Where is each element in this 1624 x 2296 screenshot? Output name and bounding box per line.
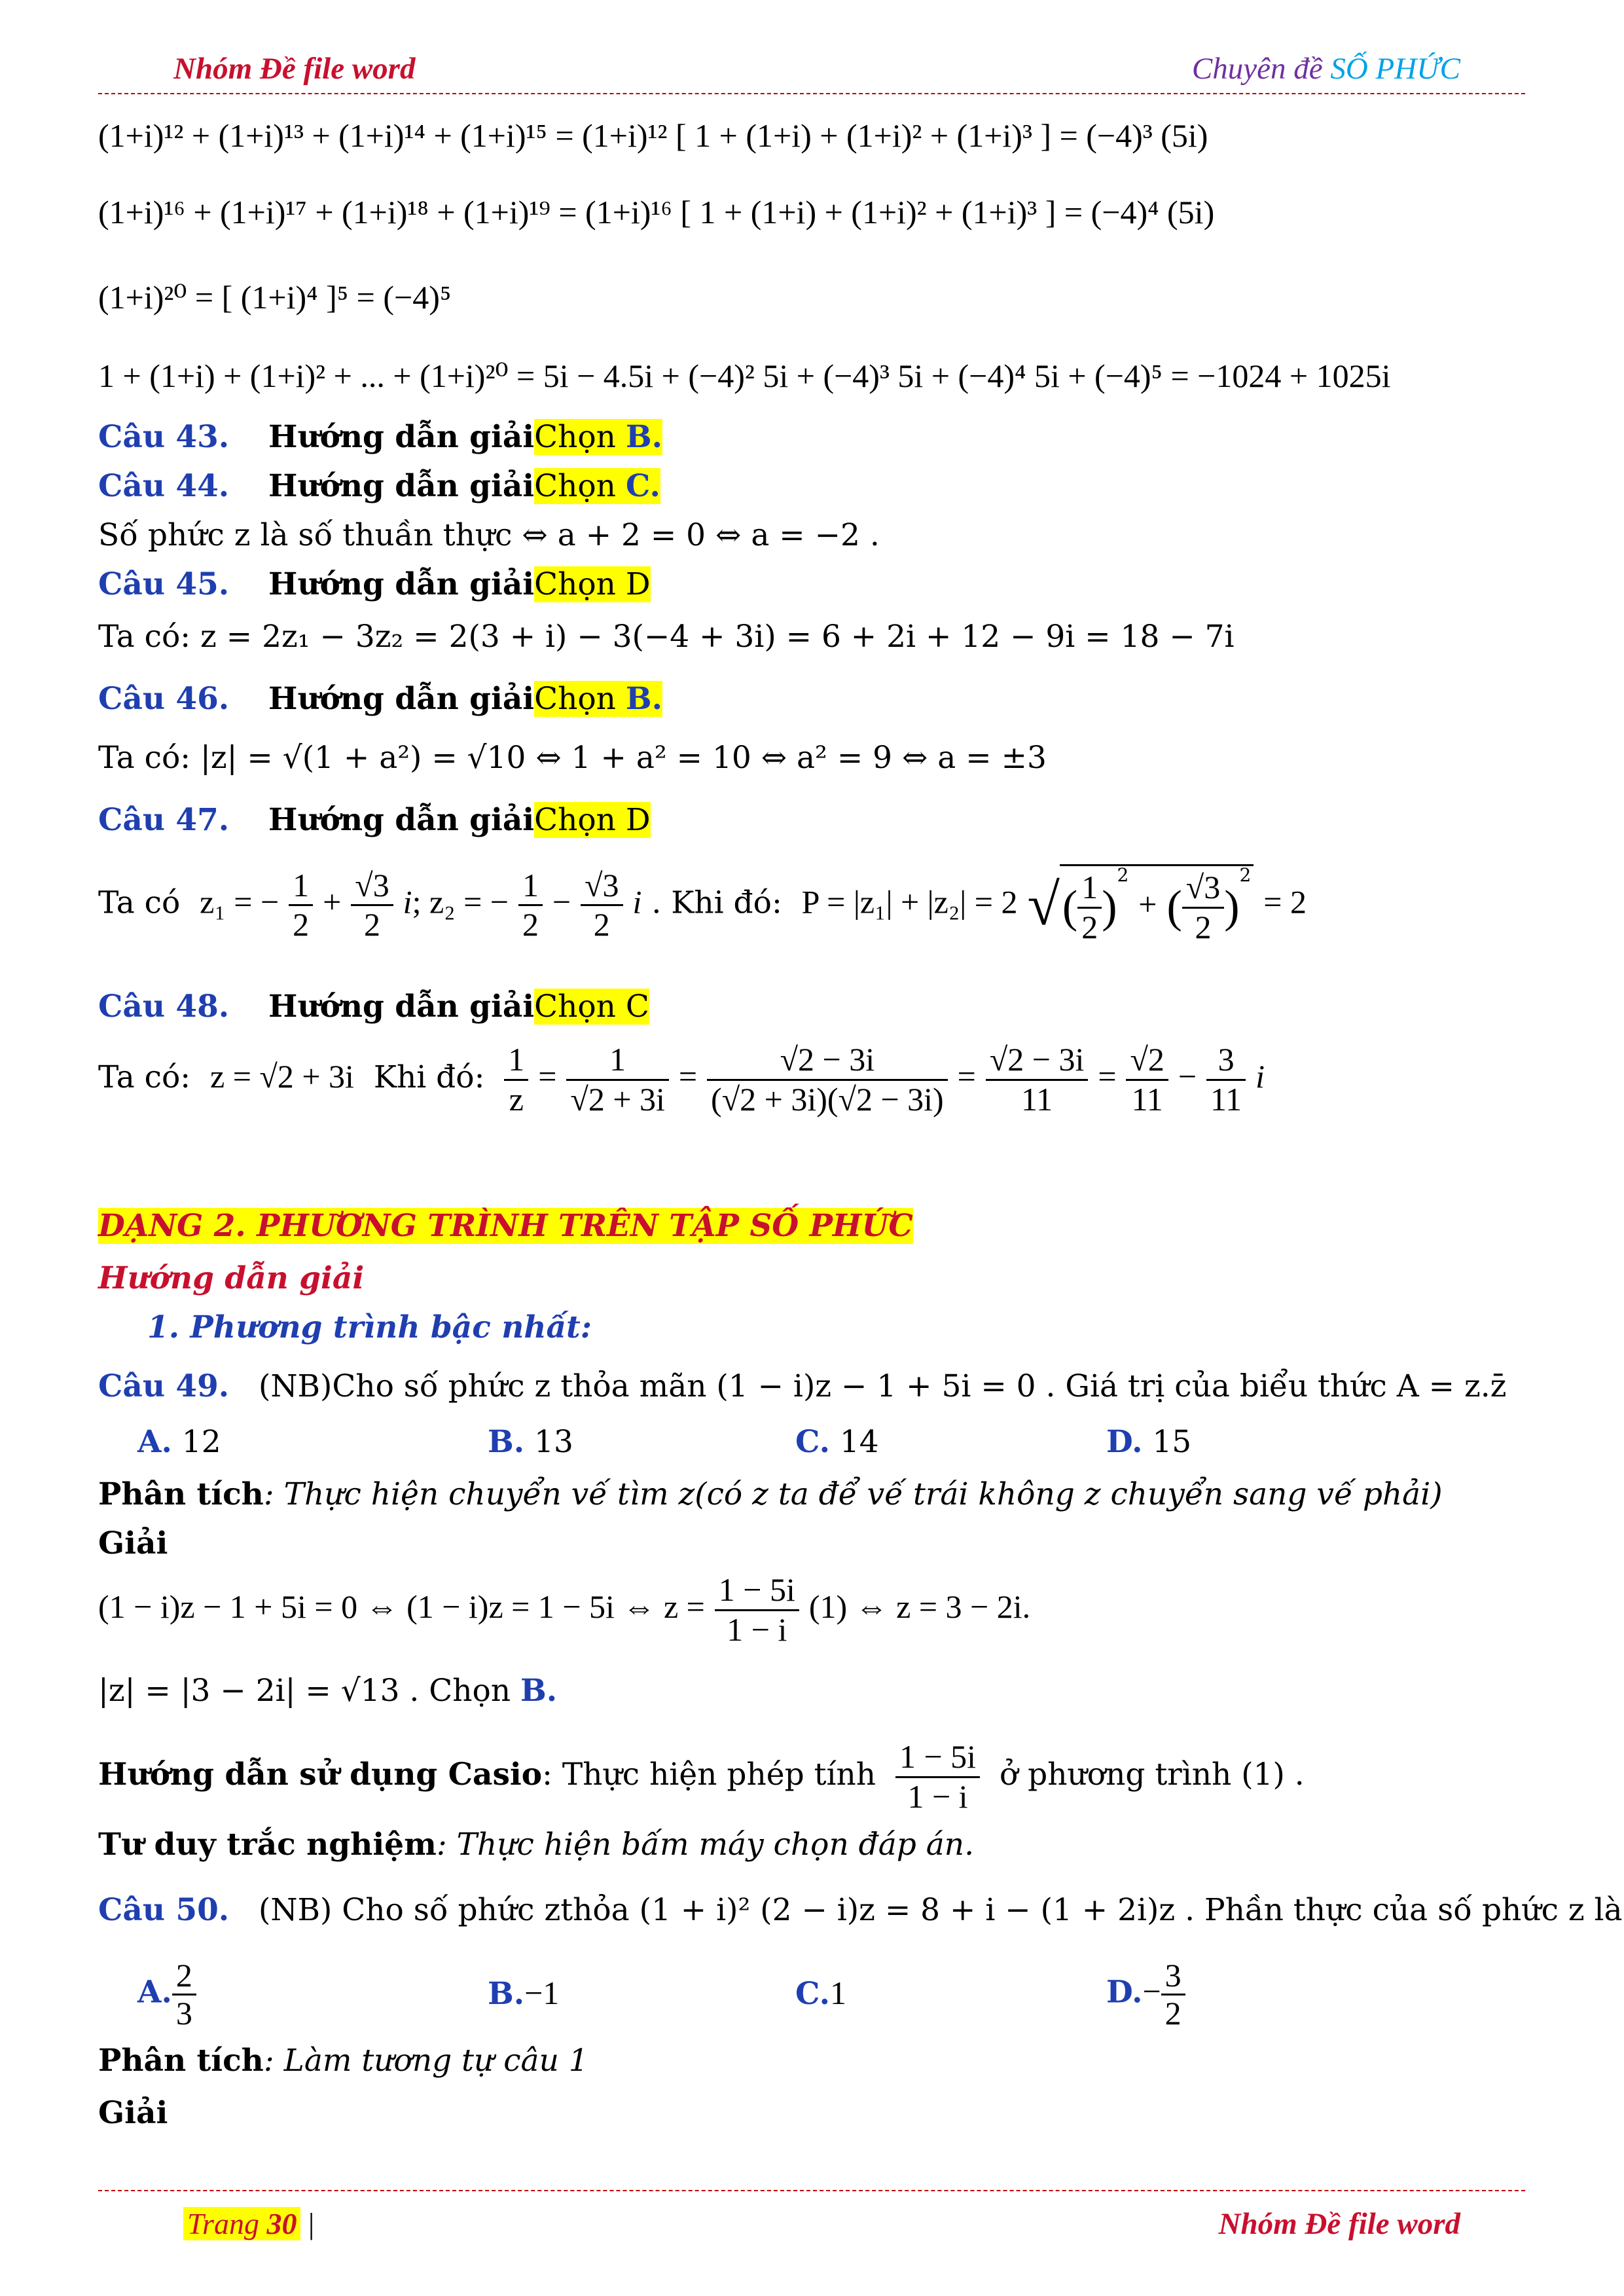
question-43 <box>98 419 662 455</box>
answer-c: C.1 <box>795 1975 846 2012</box>
question-45-label: Câu 45. <box>98 566 230 602</box>
fraction: $\frac{√2 - 3i}{(√2 + 3i)(√2 - 3i)}$ <box>707 1041 948 1118</box>
answer-c: C. 14 <box>795 1424 879 1460</box>
question-43-label: Câu 43. <box>98 419 230 455</box>
fraction: $\frac{3}{2}$ <box>1161 1958 1185 2032</box>
question-45 <box>98 566 651 602</box>
question-44-label: Câu 44. <box>98 468 230 504</box>
header-group-name: Nhóm Đề file word <box>173 52 416 86</box>
fraction: $\frac{√2 - 3i}{11}$ <box>986 1041 1089 1118</box>
question-46-choice: Chọn B. <box>534 681 662 717</box>
question-47 <box>98 802 651 838</box>
answer-b: B. 13 <box>488 1424 573 1460</box>
question-50 <box>98 1892 1623 1928</box>
answer-b: B.−1 <box>488 1975 560 2012</box>
answer-a: A. $\frac{2}{3}$ <box>137 1958 196 2032</box>
question-45-solution: Ta có: z = 2z₁ − 3z₂ = 2(3 + i) − 3(−4 + 3i) = 6 + 2i + 12 − 9i = 18 − 7i <box>98 619 1235 655</box>
equation-line-2: (1+i)¹⁶ + (1+i)¹⁷ + (1+i)¹⁸ + (1+i)¹⁹ = (1+i)¹⁶ [ 1 + (1+i) + (1+i)² + (1+i)³ ] = (−4)⁴ (5i) <box>98 194 1215 230</box>
question-50-analysis: Phân tích: Làm tương tự câu 1 <box>98 2043 588 2079</box>
fraction: $\frac{√2}{11}$ <box>1126 1041 1168 1118</box>
question-48-guide: Hướng dẫn giải <box>268 989 535 1025</box>
question-43-choice: Chọn B. <box>534 419 662 455</box>
question-47-label: Câu 47. <box>98 802 230 838</box>
header-rule <box>98 93 1525 94</box>
equation-line-4: 1 + (1+i) + (1+i)² + ... + (1+i)²⁰ = 5i − 4.5i + (−4)² 5i + (−4)³ 5i + (−4)⁴ 5i + (−4)⁵ = −1024 + 1025i <box>98 357 1391 394</box>
question-46-label: Câu 46. <box>98 681 230 717</box>
question-49 <box>98 1368 1506 1404</box>
question-45-choice: Chọn D <box>534 566 651 602</box>
question-49-solve-label: Giải <box>98 1525 168 1561</box>
question-48-label: Câu 48. <box>98 989 230 1025</box>
footer-group-name: Nhóm Đề file word <box>1218 2207 1460 2241</box>
question-47-guide: Hướng dẫn giải <box>268 802 535 838</box>
question-49-stem: (NB)Cho số phức z thỏa mãn (1 − i)z − 1 + 5i = 0 . Giá trị của biểu thức A = z.z̄ <box>259 1368 1507 1404</box>
header-topic-name: SỐ PHỨC <box>1330 52 1460 86</box>
fraction: $\frac{√3}{2}$ <box>581 867 623 944</box>
question-46-solution: Ta có: |z| = √(1 + a²) = √10 ⇔ 1 + a² = 10 ⇔ a² = 9 ⇔ a = ±3 <box>98 740 1047 776</box>
question-49-casio: Hướng dẫn sử dụng Casio: Thực hiện phép tính $\frac{1 - 5i}{1 - i}$ ở phương trình (1) . <box>98 1738 1305 1815</box>
question-44-solution: Số phức z là số thuần thực ⇔ a + 2 = 0 ⇔ a = −2 . <box>98 517 880 553</box>
question-50-label: Câu 50. <box>98 1892 230 1928</box>
question-47-solution: Ta có z₁ = − $\frac{1}{2}$ + $\frac{√3}{2}$ i; z₂ = − $\frac{1}{2}$ − $\frac{√3}{2}$ i . Khi đó: P = |z₁| + |z₂| = 2 √( $\frac{1}{2}$ )$^2$ + ( $\frac{√3}{2}$ )$^2$ = 2 <box>98 864 1307 945</box>
header-topic <box>1192 51 1460 86</box>
answer-d: D.− $\frac{3}{2}$ <box>1106 1958 1185 2032</box>
question-49-step-2: |z| = |3 − 2i| = √13 . Chọn B. <box>98 1673 558 1709</box>
section-guide: Hướng dẫn giải <box>98 1260 365 1296</box>
fraction: $\frac{1}{z}$ <box>504 1041 528 1118</box>
question-48 <box>98 989 649 1025</box>
question-50-stem: (NB) Cho số phức zthỏa (1 + i)² (2 − i)z = 8 + i − (1 + 2i)z . Phần thực của số phức z là <box>259 1892 1623 1928</box>
question-49-analysis: Phân tích: Thực hiện chuyển vế tìm z(có z ta để vế trái không z chuyển sang vế phải) <box>98 1476 1443 1512</box>
fraction: $\frac{1}{2}$ <box>289 867 313 944</box>
page-number: 30 <box>266 2207 297 2240</box>
fraction: $\frac{√3}{2}$ <box>351 867 393 944</box>
answer-d: D. 15 <box>1106 1424 1192 1460</box>
equation-line-1: (1+i)¹² + (1+i)¹³ + (1+i)¹⁴ + (1+i)¹⁵ = (1+i)¹² [ 1 + (1+i) + (1+i)² + (1+i)³ ] = (−4)³ (5i) <box>98 117 1208 154</box>
question-49-thinking: Tư duy trắc nghiệm: Thực hiện bấm máy chọn đáp án. <box>98 1827 975 1863</box>
subsection-title: 1. Phương trình bậc nhất: <box>147 1309 592 1345</box>
equation-line-3: (1+i)²⁰ = [ (1+i)⁴ ]⁵ = (−4)⁵ <box>98 279 452 316</box>
question-44-choice: Chọn C. <box>534 468 660 504</box>
question-45-guide: Hướng dẫn giải <box>268 566 535 602</box>
fraction: $\frac{1}{√2 + 3i}$ <box>566 1041 669 1118</box>
question-48-solution: Ta có: z = √2 + 3i Khi đó: $\frac{1}{z}$ = $\frac{1}{√2 + 3i}$ = $\frac{√2 - 3i}{(√2 + 3i)(√2 - 3i)}$ = $\frac{√2 - 3i}{11}$ = $\frac{√2}{11}$ − $\frac{3}{11}$ i <box>98 1041 1265 1118</box>
question-46-guide: Hướng dẫn giải <box>268 681 535 717</box>
footer-page: Trang 30 | <box>183 2206 314 2241</box>
question-46 <box>98 681 662 717</box>
fraction: $\frac{3}{11}$ <box>1206 1041 1246 1118</box>
fraction: $\frac{2}{3}$ <box>172 1958 196 2032</box>
question-48-choice: Chọn C <box>534 989 649 1025</box>
question-44-guide: Hướng dẫn giải <box>268 468 535 504</box>
fraction: $\frac{1}{2}$ <box>518 867 543 944</box>
header-topic-prefix: Chuyên đề <box>1191 52 1323 86</box>
section-title: DẠNG 2. PHƯƠNG TRÌNH TRÊN TẬP SỐ PHỨC <box>98 1208 913 1244</box>
question-47-choice: Chọn D <box>534 802 651 838</box>
answer-a: A. 12 <box>137 1424 221 1460</box>
question-43-guide: Hướng dẫn giải <box>268 419 535 455</box>
question-44 <box>98 468 660 504</box>
fraction: $\frac{1 - 5i}{1 - i}$ <box>715 1571 799 1649</box>
footer-rule <box>98 2190 1525 2191</box>
question-50-solve-label: Giải <box>98 2095 168 2131</box>
question-49-step-1: (1 − i)z − 1 + 5i = 0 ⇔ (1 − i)z = 1 − 5i ⇔ z = $\frac{1 - 5i}{1 - i}$ (1) ⇔ z = 3 − 2i. <box>98 1571 1031 1648</box>
fraction: $\frac{1 - 5i}{1 - i}$ <box>895 1738 980 1815</box>
question-49-label: Câu 49. <box>98 1368 230 1404</box>
fraction: $\frac{1}{2}$ <box>1077 869 1102 946</box>
fraction: $\frac{√3}{2}$ <box>1182 869 1224 946</box>
